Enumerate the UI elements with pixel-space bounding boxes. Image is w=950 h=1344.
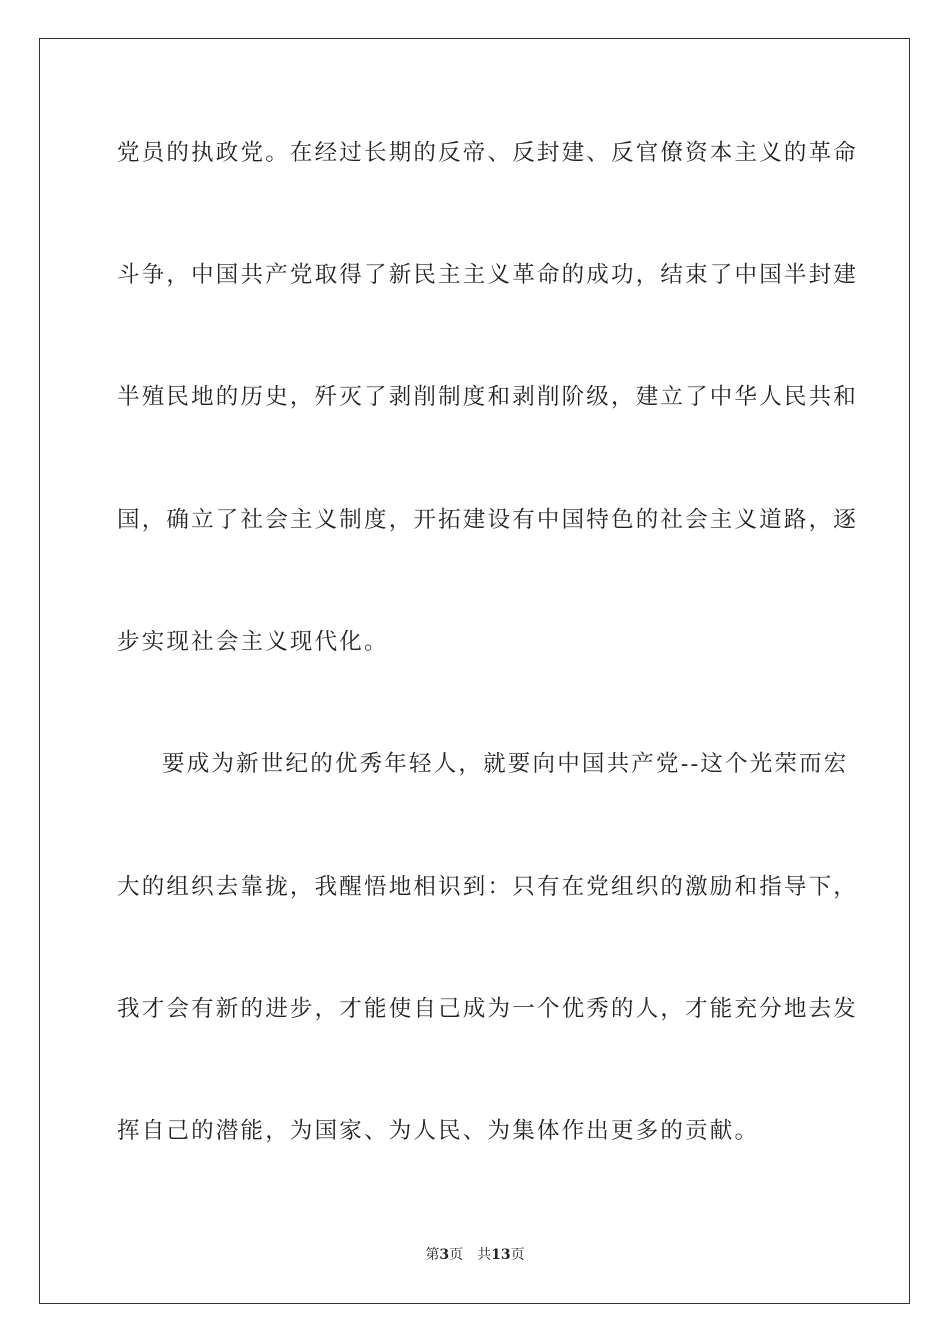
footer-page-number: 3	[439, 1247, 450, 1263]
footer-total-prefix: 共	[477, 1247, 492, 1263]
footer-page-prefix: 第	[425, 1247, 440, 1263]
paragraph-line-5: 步实现社会主义现代化。	[117, 629, 389, 655]
paragraph-line-2: 斗争，中国共产党取得了新民主主义革命的成功，结束了中国半封建	[117, 262, 859, 288]
paragraph-line-7: 大的组织去靠拢，我醒悟地相识到：只有在党组织的激励和指导下，	[117, 874, 859, 900]
page-footer	[0, 1245, 950, 1265]
paragraph-line-3: 半殖民地的历史，歼灭了剥削制度和剥削阶级，建立了中华人民共和	[117, 384, 859, 410]
paragraph-line-8: 我才会有新的进步，才能使自己成为一个优秀的人，才能充分地去发	[117, 996, 859, 1022]
paragraph-line-1: 党员的执政党。在经过长期的反帝、反封建、反官僚资本主义的革命	[117, 140, 859, 166]
page-border	[39, 38, 910, 1304]
footer-total-pages: 13	[491, 1247, 511, 1263]
paragraph-line-9: 挥自己的潜能，为国家、为人民、为集体作出更多的贡献。	[117, 1118, 760, 1144]
paragraph-line-4: 国，确立了社会主义制度，开拓建设有中国特色的社会主义道路，逐	[117, 507, 859, 533]
footer-total-suffix: 页	[510, 1247, 525, 1263]
footer-page-suffix: 页	[449, 1247, 464, 1263]
paragraph-line-6: 要成为新世纪的优秀年轻人，就要向中国共产党--这个光荣而宏	[162, 751, 849, 777]
